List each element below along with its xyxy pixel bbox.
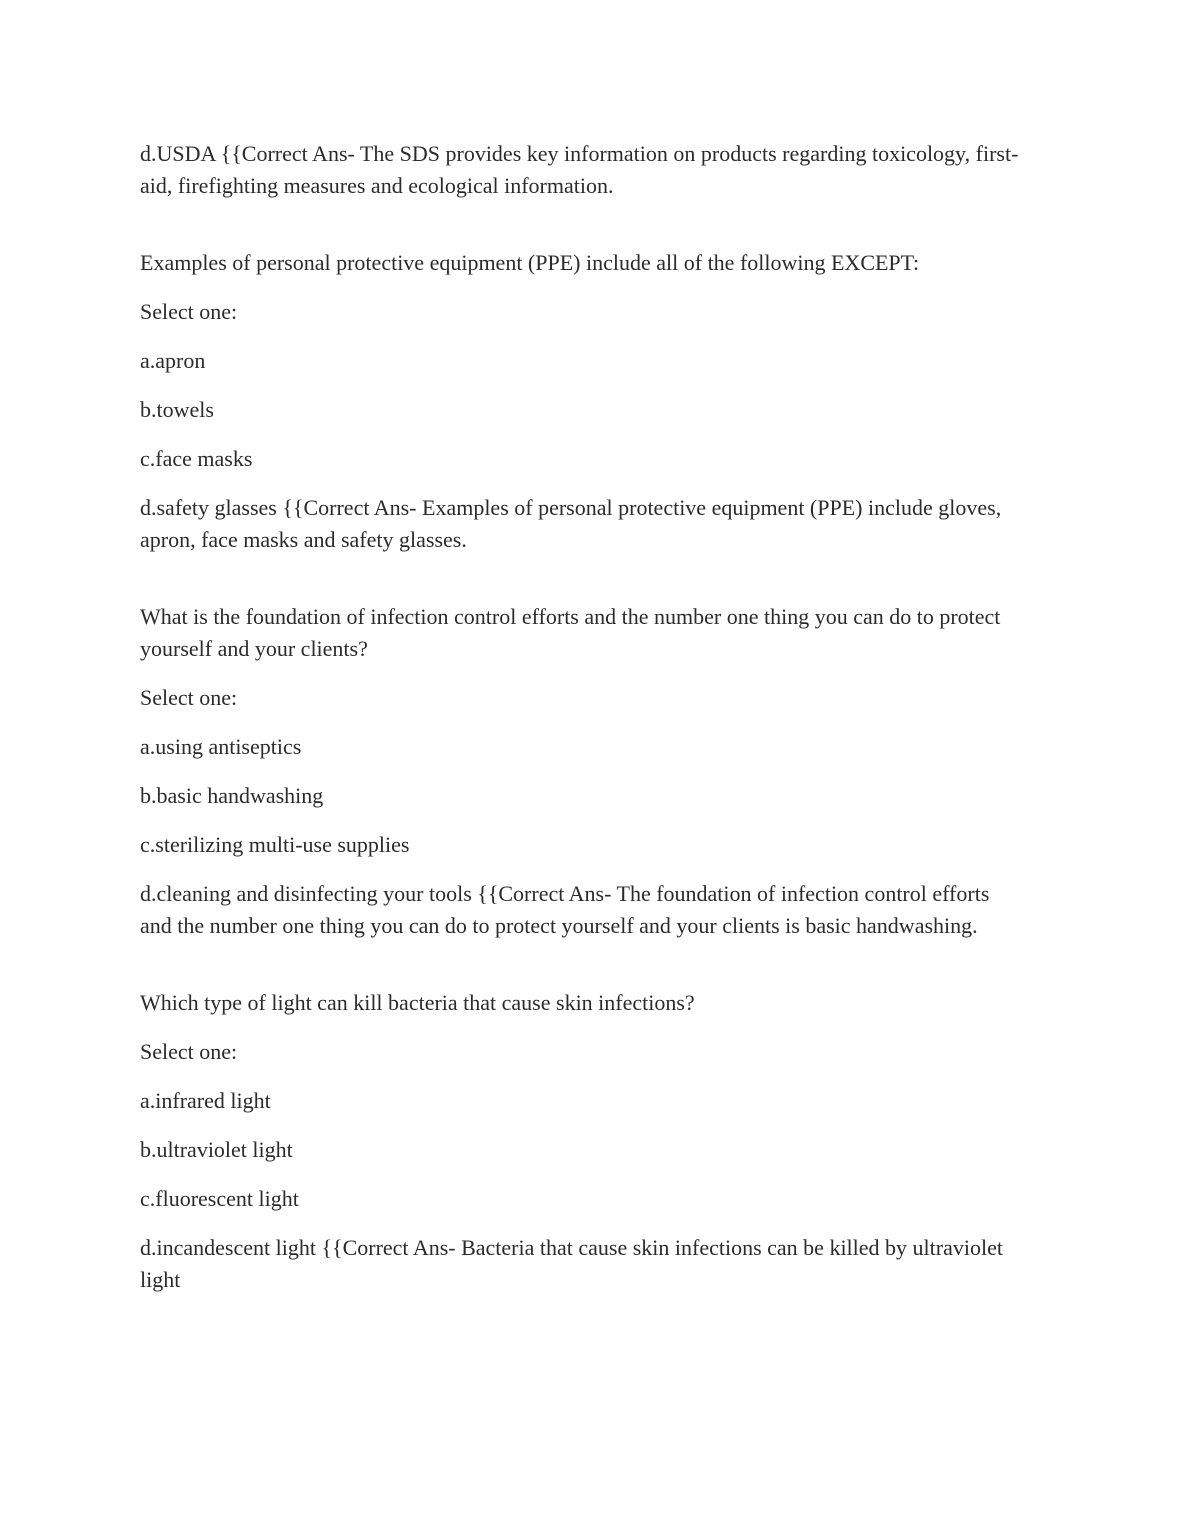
option-c: c.fluorescent light bbox=[140, 1186, 299, 1211]
select-one-label: Select one: bbox=[140, 1039, 238, 1064]
option-a: a.infrared light bbox=[140, 1088, 271, 1113]
option-b: b.basic handwashing bbox=[140, 783, 324, 808]
select-one-label: Select one: bbox=[140, 685, 238, 710]
option-a: a.using antiseptics bbox=[140, 734, 302, 759]
question-block-light bbox=[140, 987, 1025, 1296]
option-c: c.sterilizing multi-use supplies bbox=[140, 832, 410, 857]
option-a: a.apron bbox=[140, 348, 206, 373]
question-prompt: Which type of light can kill bacteria that cause skin infections? bbox=[140, 990, 695, 1015]
option-c: c.face masks bbox=[140, 446, 253, 471]
question-block-ppe bbox=[140, 247, 1025, 556]
answer-continuation: d.USDA {{Correct Ans- The SDS provides key information on products regarding toxicology, first-aid, firefighting measures and ecological information. bbox=[140, 141, 1019, 198]
option-b: b.towels bbox=[140, 397, 214, 422]
select-one-label: Select one: bbox=[140, 299, 238, 324]
question-prompt: What is the foundation of infection control efforts and the number one thing you can do to protect yourself and your clients? bbox=[140, 604, 1001, 661]
option-d: d.incandescent light {{Correct Ans- Bacteria that cause skin infections can be killed by ultraviolet light bbox=[140, 1235, 1003, 1292]
question-prompt: Examples of personal protective equipment (PPE) include all of the following EXCEPT: bbox=[140, 250, 920, 275]
option-b: b.ultraviolet light bbox=[140, 1137, 293, 1162]
option-d: d.safety glasses {{Correct Ans- Examples of personal protective equipment (PPE) include gloves, apron, face masks and safety glasses. bbox=[140, 495, 1002, 552]
question-block-infection-control bbox=[140, 601, 1025, 942]
option-d: d.cleaning and disinfecting your tools {{Correct Ans- The foundation of infection control efforts and the number one thing you can do to protect yourself and your clients is basic handwashing. bbox=[140, 881, 990, 938]
